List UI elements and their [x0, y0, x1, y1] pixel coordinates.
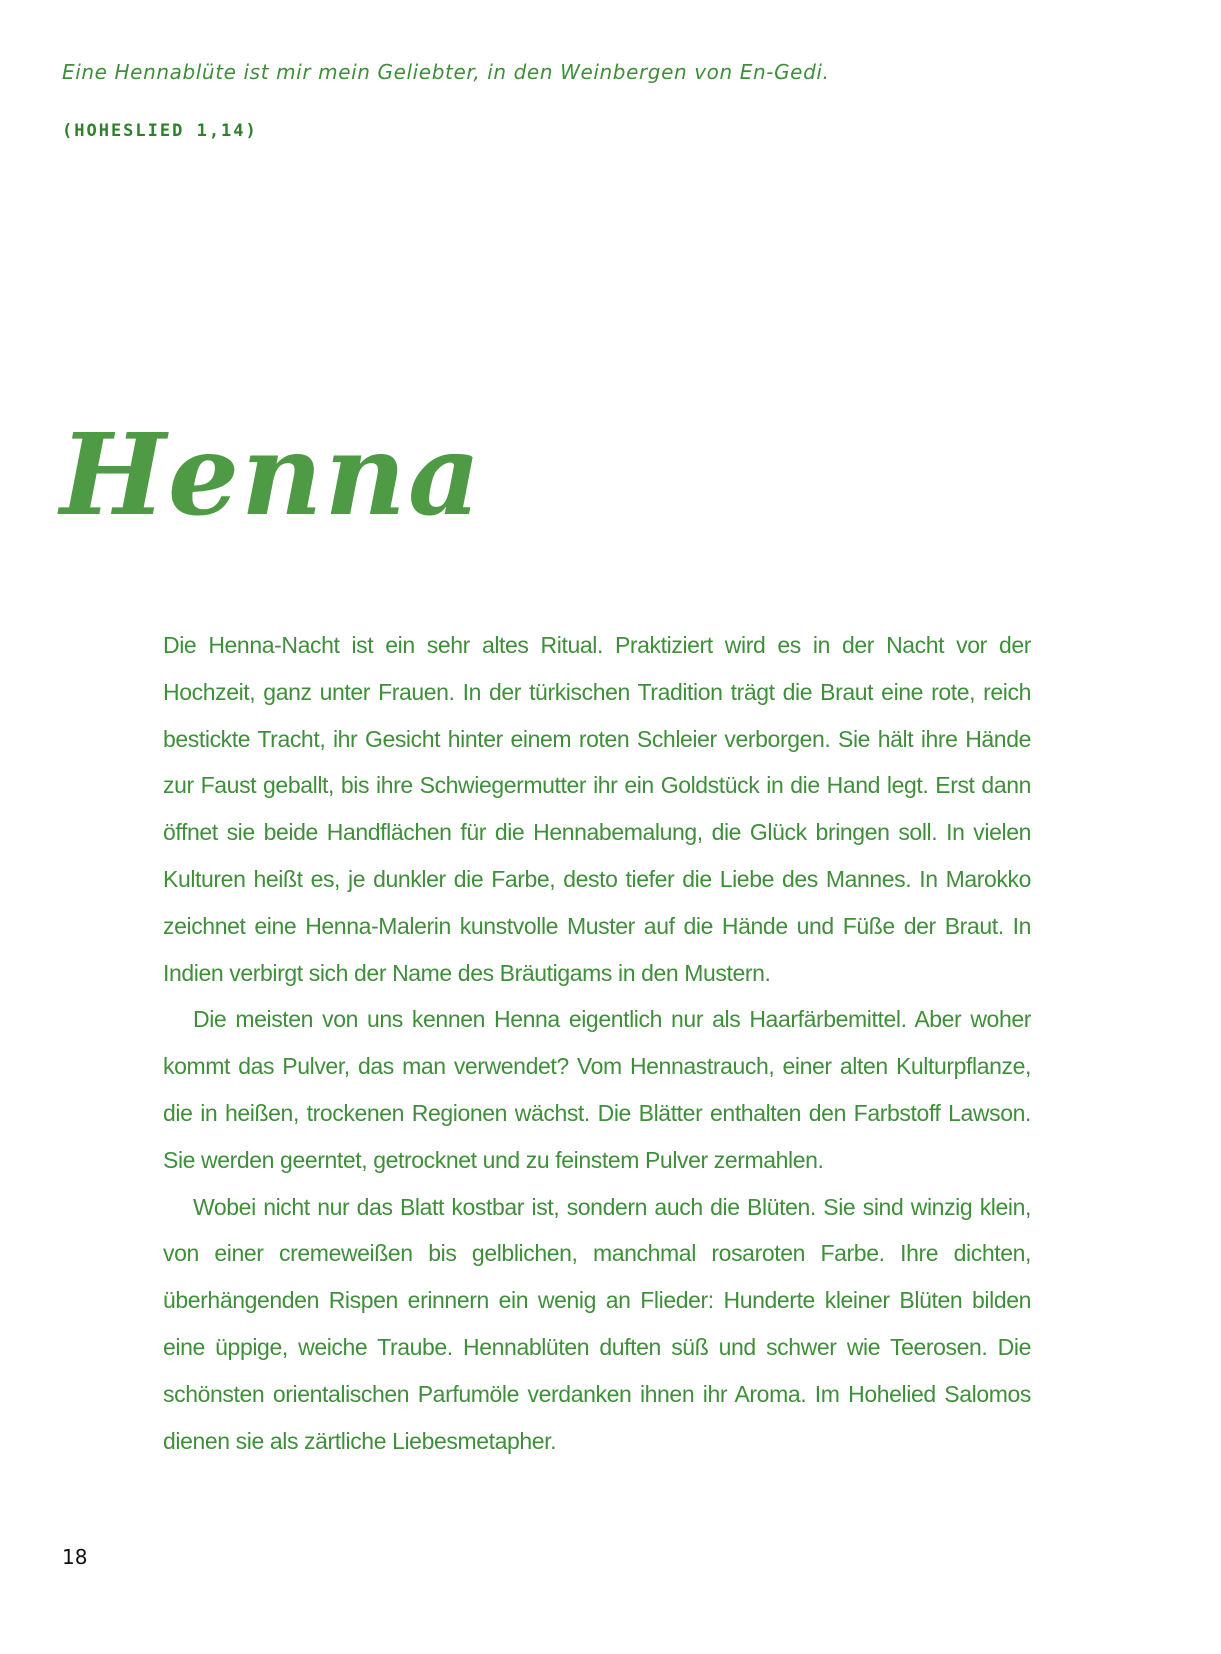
body-text	[163, 622, 1031, 1464]
chapter-title: Henna	[60, 410, 483, 541]
epigraph-source: (HOHESLIED 1,14)	[62, 121, 258, 141]
paragraph-1: Die Henna-Nacht ist ein sehr altes Ritual. Praktiziert wird es in der Nacht vor der Hochzeit, ganz unter Frauen. In der türkischen Tradition trägt die Braut eine rote, reich bestickte Tracht, ihr Gesicht hinter einem roten Schleier verborgen. Sie hält ihre Hände zur Faust geballt, bis ihre Schwiegermutter ihr ein Goldstück in die Hand legt. Erst dann öffnet sie beide Handflächen für die Hennabemalung, die Glück bringen soll. In vielen Kulturen heißt es, je dunkler die Farbe, desto tiefer die Liebe des Mannes. In Marokko zeichnet eine Henna-Malerin kunstvolle Muster auf die Hände und Füße der Braut. In Indien verbirgt sich der Name des Bräutigams in den Mustern.	[163, 632, 1031, 986]
epigraph-quote: Eine Hennablüte ist mir mein Geliebter, in den Weinbergen von En-Gedi.	[62, 60, 830, 84]
paragraph-3: Wobei nicht nur das Blatt kostbar ist, sondern auch die Blüten. Sie sind winzig klein, von einer cremeweißen bis gelblichen, manchmal rosaroten Farbe. Ihre dichten, überhängenden Rispen erinnern ein wenig an Flieder: Hunderte kleiner Blüten bilden eine üppige, weiche Traube. Hennablüten duften süß und schwer wie Teerosen. Die schönsten orientalischen Parfumöle verdanken ihnen ihr Aroma. Im Hohelied Salomos dienen sie als zärtliche Liebesmetapher.	[163, 1193, 1031, 1454]
paragraph-2: Die meisten von uns kennen Henna eigentlich nur als Haarfärbemittel. Aber woher kommt das Pulver, das man verwendet? Vom Hennastrauch, einer alten Kulturpflanze, die in heißen, trockenen Regionen wächst. Die Blätter enthalten den Farbstoff Lawson. Sie werden geerntet, getrocknet und zu feinstem Pulver zermahlen.	[163, 1006, 1031, 1173]
page-number: 18	[62, 1545, 88, 1569]
